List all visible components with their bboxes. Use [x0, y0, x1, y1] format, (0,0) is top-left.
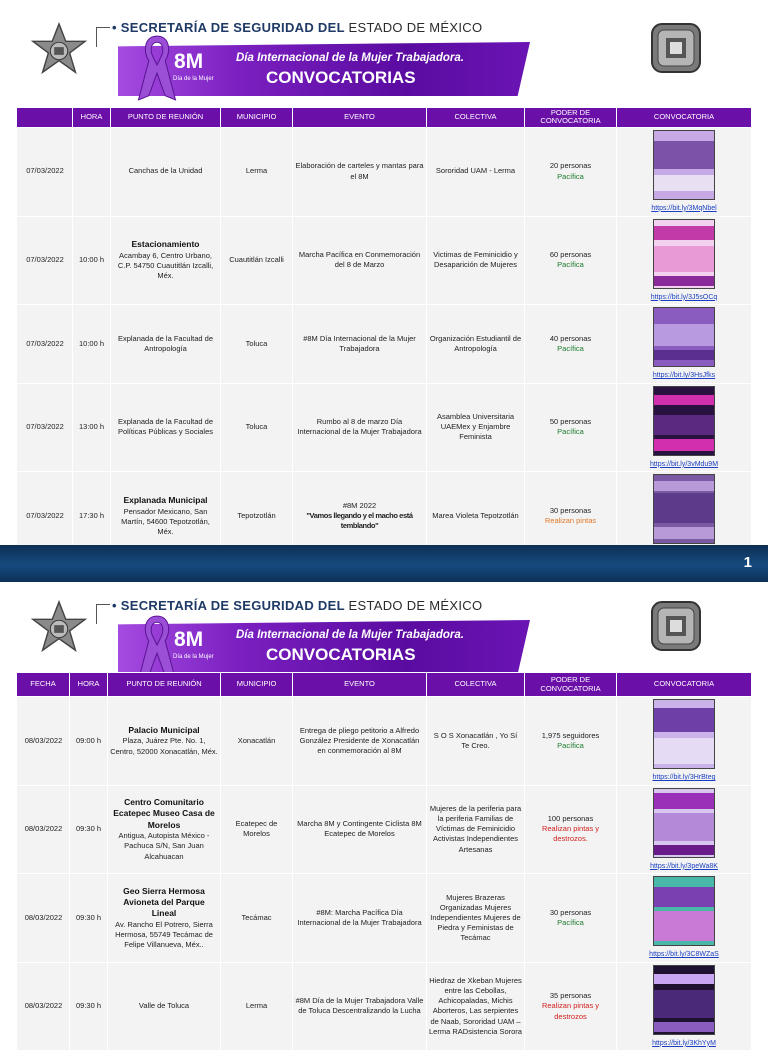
convocatoria-link[interactable]: https://bit.ly/3HsJfks — [652, 372, 716, 380]
convocatoria-cell — [617, 785, 752, 874]
status-badge: Pacífica — [557, 171, 584, 181]
evento-cell: Entrega de pliego petitorio a Alfredo González Presidente de Xonacatlán en conmemoración al 8M — [293, 697, 427, 786]
municipio-cell: Lerma — [221, 962, 293, 1051]
colectiva-cell: Hiedraz de Xkeban Mujeres entre las Cebollas, Achicopaladas, Michis Aborteros, Las serpientes de Naab, Sororidad UAM – Lerma RADsistencia Sorora — [427, 962, 525, 1051]
banner-title: Día Internacional de la Mujer Trabajadora. — [236, 52, 464, 64]
evento-cell: #8M: Marcha Pacífica Día Internacional de la Mujer Trabajadora — [293, 874, 427, 963]
poster-thumbnail — [653, 130, 715, 200]
page-number: 1 — [743, 554, 752, 571]
fecha-cell: 08/03/2022 — [17, 874, 70, 963]
col-hora-header: HORA — [73, 108, 111, 128]
colectiva-cell: S O S Xonacatlán , Yo Sí Te Creo. — [427, 697, 525, 786]
colectiva-cell: Victimas de Feminicidio y Desaparición de Mujeres — [427, 216, 525, 305]
municipio-cell: Tecámac — [221, 874, 293, 963]
col-poder-header: PODER DE CONVOCATORIA — [525, 108, 617, 128]
banner-8m-sub: Día de la Mujer — [173, 654, 214, 660]
convocatoria-cell — [617, 697, 752, 786]
poster-thumbnail — [653, 876, 715, 946]
state-shield-logo-icon — [648, 598, 704, 654]
evento-cell: Marcha Pacífica en Conmemoración del 8 de Marzo — [293, 216, 427, 305]
convocatoria-cell — [617, 383, 752, 472]
status-badge: Pacífica — [557, 260, 584, 270]
convocatoria-link[interactable]: https://bit.ly/3J5sOCq — [650, 293, 718, 301]
col-convocatoria-header: CONVOCATORIA — [617, 108, 752, 128]
convocatorias-table-2 — [16, 672, 752, 1051]
punto-cell: Valle de Toluca — [108, 962, 221, 1051]
poder-cell: 20 personas Pacífica — [525, 127, 617, 216]
state-shield-logo-icon — [648, 20, 704, 76]
poster-thumbnail — [653, 307, 715, 367]
convocatoria-link[interactable]: https://bit.ly/3HrBteg — [652, 774, 716, 782]
convocatoria-cell — [617, 305, 752, 384]
table-row — [17, 874, 752, 963]
police-star-logo-icon — [30, 600, 88, 658]
status-badge: Pacífica — [557, 427, 584, 437]
status-badge: Realizan pintas — [544, 515, 597, 525]
evento-cell: Rumbo al 8 de marzo Día Internacional de la Mujer Trabajadora — [293, 383, 427, 472]
col-convocatoria-header: CONVOCATORIA — [617, 673, 752, 697]
evento-cell: Marcha 8M y Contingente Ciclista 8M Ecatepec de Morelos — [293, 785, 427, 874]
colectiva-cell: Marea Violeta Tepotzotlán — [427, 472, 525, 561]
table-header-row — [17, 673, 752, 697]
status-badge: Pacífica — [557, 343, 584, 353]
convocatoria-cell — [617, 127, 752, 216]
col-municipio-header: MUNICIPIO — [221, 673, 293, 697]
poster-thumbnail — [653, 219, 715, 289]
col-colectiva-header: COLECTIVA — [427, 673, 525, 697]
colectiva-cell: Mujeres Brazeras Organizadas Mujeres Independientes Mujeres de Piedra y Feministas de Tecámac — [427, 874, 525, 963]
colectiva-cell: Organización Estudiantil de Antropología — [427, 305, 525, 384]
banner-subtitle: CONVOCATORIAS — [266, 68, 416, 87]
punto-cell: Explanada de la Facultad de Políticas Públicas y Sociales — [111, 383, 221, 472]
punto-cell: Geo Sierra Hermosa Avioneta del Parque Lineal Av. Rancho El Potrero, Sierra Hermosa, 55749 Tecámac de Felipe Villanueva, Méx.. — [108, 874, 221, 963]
municipio-cell: Lerma — [221, 127, 293, 216]
header-bracket — [96, 27, 110, 47]
fecha-cell: 07/03/2022 — [17, 383, 73, 472]
table-row — [17, 785, 752, 874]
table-row — [17, 962, 752, 1051]
evento-cell: #8M Día de la Mujer Trabajadora Valle de Toluca Descentralizando la Lucha — [293, 962, 427, 1051]
colectiva-cell: Mujeres de la periferia para la periferia Familias de Víctimas de Feminicidio Activistas Independientes Artesanas — [427, 785, 525, 874]
convocatoria-link[interactable]: https://bit.ly/3MqNbel — [651, 204, 717, 212]
punto-cell: Estacionamiento Acambay 6, Centro Urbano, C.P. 54750 Cuautitlán Izcalli, Méx. — [111, 216, 221, 305]
status-badge: Realizan pintas y destrozos — [541, 1001, 600, 1021]
purple-ribbon-icon — [136, 32, 178, 104]
evento-cell: Elaboración de carteles y mantas para el 8M — [293, 127, 427, 216]
hora-cell: 13:00 h — [73, 383, 111, 472]
poster-thumbnail — [653, 699, 715, 769]
banner-title: Día Internacional de la Mujer Trabajadora. — [236, 629, 464, 641]
fecha-cell: 07/03/2022 — [17, 127, 73, 216]
table-row — [17, 127, 752, 216]
poder-cell: 35 personas Realizan pintas y destrozos — [525, 962, 617, 1051]
table-row — [17, 305, 752, 384]
header-title: • SECRETARÍA DE SEGURIDAD DEL ESTADO DE MÉXICO — [112, 598, 483, 613]
convocatoria-link[interactable]: https://bit.ly/3KhYyM — [652, 1039, 716, 1047]
table-header-row — [17, 108, 752, 128]
banner-subtitle: CONVOCATORIAS — [266, 645, 416, 664]
punto-cell: Palacio Municipal Plaza, Juárez Pte. No. 1, Centro, 52000 Xonacatlán, Méx. — [108, 697, 221, 786]
page-divider — [0, 545, 768, 582]
punto-cell: Explanada de la Facultad de Antropología — [111, 305, 221, 384]
hora-cell — [73, 127, 111, 216]
fecha-cell: 07/03/2022 — [17, 305, 73, 384]
evento-cell: #8M Día Internacional de la Mujer Trabajadora — [293, 305, 427, 384]
col-fecha-header: FECHA — [17, 673, 70, 697]
col-colectiva-header: COLECTIVA — [427, 108, 525, 128]
fecha-cell: 08/03/2022 — [17, 962, 70, 1051]
municipio-cell: Toluca — [221, 383, 293, 472]
header-title: • SECRETARÍA DE SEGURIDAD DEL ESTADO DE MÉXICO — [112, 20, 483, 35]
poder-cell: 50 personas Pacífica — [525, 383, 617, 472]
convocatoria-link[interactable]: https://bit.ly/3vMdu9M — [649, 460, 719, 468]
poder-cell: 40 personas Pacífica — [525, 305, 617, 384]
hora-cell: 09:00 h — [70, 697, 108, 786]
municipio-cell: Cuautitlán Izcalli — [221, 216, 293, 305]
banner-8m: 8M — [174, 50, 204, 73]
banner-8m-sub: Día de la Mujer — [173, 76, 214, 82]
col-fecha-header — [17, 108, 73, 128]
col-municipio-header: MUNICIPIO — [221, 108, 293, 128]
banner-8m: 8M — [174, 628, 204, 651]
hora-cell: 17:30 h — [73, 472, 111, 561]
fecha-cell: 07/03/2022 — [17, 216, 73, 305]
hora-cell: 09:30 h — [70, 874, 108, 963]
poster-thumbnail — [653, 788, 715, 858]
convocatoria-cell — [617, 216, 752, 305]
poster-thumbnail — [653, 386, 715, 456]
convocatoria-cell — [617, 962, 752, 1051]
convocatoria-link[interactable]: https://bit.ly/3peWa8K — [650, 862, 718, 870]
hora-cell: 09:30 h — [70, 785, 108, 874]
hora-cell: 10:00 h — [73, 216, 111, 305]
status-badge: Realizan pintas y destrozos. — [541, 824, 600, 844]
evento-cell: #8M 2022 "Vamos llegando y el macho está temblando" — [293, 472, 427, 561]
convocatoria-link[interactable]: https://bit.ly/3C8WZaS — [649, 951, 719, 959]
colectiva-cell: Asamblea Universitaria UAEMex y Enjambre Feminista — [427, 383, 525, 472]
poster-thumbnail — [653, 965, 715, 1035]
municipio-cell: Xonacatlán — [221, 697, 293, 786]
convocatorias-table-1 — [16, 107, 752, 561]
hora-cell: 09:30 h — [70, 962, 108, 1051]
poster-thumbnail — [653, 474, 715, 544]
punto-cell: Centro Comunitario Ecatepec Museo Casa de Morelos Antigua, Autopista México - Pachuca S/N, San Juan Alcahuacan — [108, 785, 221, 874]
poder-cell: 30 personas Pacífica — [525, 874, 617, 963]
header-bracket — [96, 604, 110, 624]
fecha-cell: 08/03/2022 — [17, 697, 70, 786]
col-punto-header: PUNTO DE REUNIÓN — [108, 673, 221, 697]
punto-cell: Canchas de la Unidad — [111, 127, 221, 216]
table-row — [17, 216, 752, 305]
poder-cell: 60 personas Pacífica — [525, 216, 617, 305]
fecha-cell: 07/03/2022 — [17, 472, 73, 561]
poder-cell: 30 personas Realizan pintas — [525, 472, 617, 561]
poder-cell: 100 personas Realizan pintas y destrozos. — [525, 785, 617, 874]
col-punto-header: PUNTO DE REUNIÓN — [111, 108, 221, 128]
police-star-logo-icon — [30, 22, 88, 80]
convocatoria-cell — [617, 874, 752, 963]
col-hora-header: HORA — [70, 673, 108, 697]
poder-cell: 1,975 seguidores Pacífica — [525, 697, 617, 786]
table-row — [17, 697, 752, 786]
municipio-cell: Tepotzotlán — [221, 472, 293, 561]
municipio-cell: Ecatepec de Morelos — [221, 785, 293, 874]
status-badge: Pacífica — [557, 740, 584, 750]
fecha-cell: 08/03/2022 — [17, 785, 70, 874]
col-evento-header: EVENTO — [293, 673, 427, 697]
col-poder-header: PODER DE CONVOCATORIA — [525, 673, 617, 697]
municipio-cell: Toluca — [221, 305, 293, 384]
hora-cell: 10:00 h — [73, 305, 111, 384]
status-badge: Pacífica — [557, 917, 584, 927]
col-evento-header: EVENTO — [293, 108, 427, 128]
colectiva-cell: Sororidad UAM - Lerma — [427, 127, 525, 216]
punto-cell: Explanada Municipal Pensador Mexicano, San Martín, 54600 Tepotzotlán, Méx. — [111, 472, 221, 561]
table-row — [17, 383, 752, 472]
